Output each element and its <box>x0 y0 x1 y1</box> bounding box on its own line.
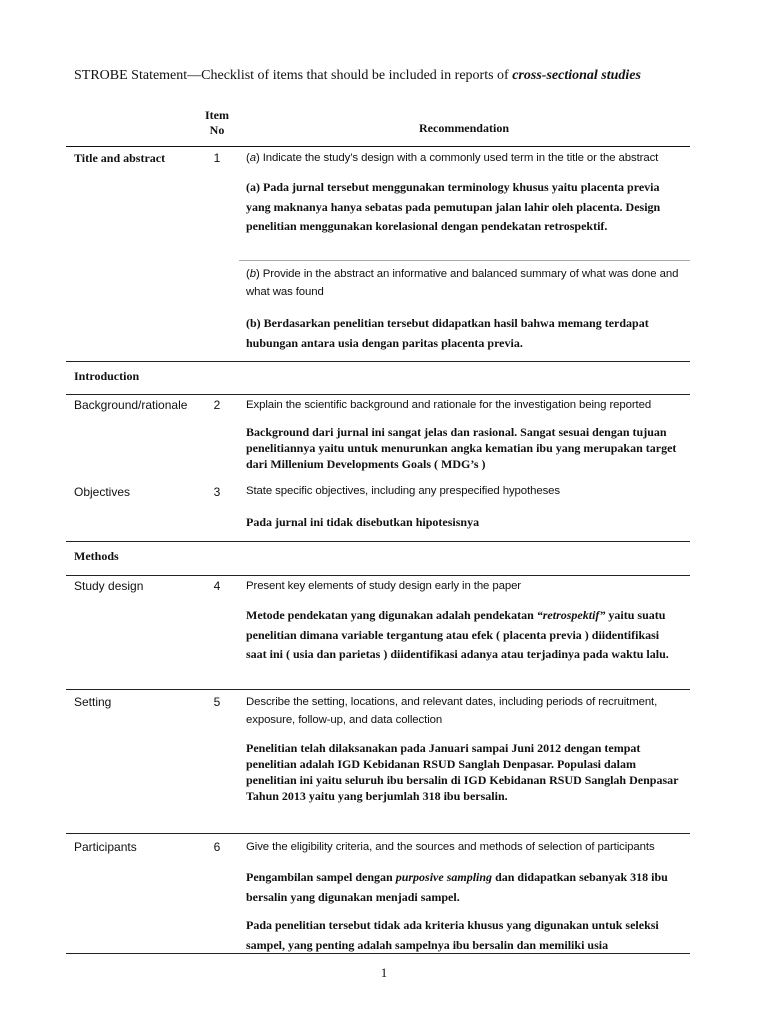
answer-1a: (a) Pada jurnal tersebut menggunakan terminology khusus yaitu placenta previa yang maknanya hanya sebatas pada pemutupan jalan lahir oleh placenta. Design penelitian menggunakan korelasional dengan pendekatan retrospektif. <box>246 180 661 233</box>
rec-1a-text: ) Indicate the study’s design with a commonly used term in the title or the abstract <box>255 152 659 164</box>
row-divider <box>66 394 690 395</box>
answer-4-part1: Metode pendekatan yang digunakan adalah pendekatan <box>246 608 537 622</box>
rec-1b-letter: b <box>249 268 256 280</box>
answer-3: Pada jurnal ini tidak disebutkan hipotesisnya <box>246 515 480 529</box>
rec-1b <box>246 265 686 301</box>
answer-6-part2: dan didapatkan sebanyak 318 ibu bersalin yang digunakan menjadi sampel. <box>246 870 668 904</box>
title-emphasis: cross-sectional studies <box>512 68 641 83</box>
answer-6-sampling <box>246 867 682 907</box>
item-header-line2: No <box>209 123 225 137</box>
item-number-4: 4 <box>213 579 221 593</box>
document-title <box>74 68 641 84</box>
answer-4-italic: “retrospektif” <box>536 608 606 622</box>
answer-2: Background dari jurnal ini sangat jelas dan rasional. Sangat sesuai dengan tujuan penelitiannya yaitu untuk menurunkan angka kematian ibu yang merupakan target dari Millenium Developments Goals ( MDG’s ) <box>246 425 677 471</box>
row-divider <box>66 541 690 542</box>
title-text: STROBE Statement—Checklist of items that should be included in reports of <box>74 68 513 83</box>
answer-4 <box>246 606 682 665</box>
row-divider <box>66 833 690 834</box>
answer-6-criteria: Pada penelitian tersebut tidak ada kriteria khusus yang digunakan untuk seleksi sampel, yang penting adalah sampelnya ibu bersalin dan memiliki usia <box>246 918 659 952</box>
section-methods: Methods <box>74 549 119 563</box>
answer-6-italic: purposive sampling <box>395 870 493 884</box>
rec-3: State specific objectives, including any prespecified hypotheses <box>246 485 560 497</box>
rec-2: Explain the scientific background and rationale for the investigation being reported <box>246 399 652 411</box>
row-label-setting: Setting <box>74 695 112 709</box>
answer-4-part2: yaitu suatu penelitian dimana variable tergantung atau efek ( placenta previa ) diidentifikasi saat ini ( usia dan parietas ) diidentifikasi adanya atau terjadinya pada waktu lalu. <box>246 608 669 661</box>
row-label-objectives: Objectives <box>74 485 131 499</box>
rec-1b-prefix: ( <box>246 268 250 280</box>
rec-4: Present key elements of study design early in the paper <box>246 580 521 592</box>
rec-1a-letter: a <box>249 152 256 164</box>
item-number-6: 6 <box>213 840 221 854</box>
item-no-header <box>196 108 238 138</box>
row-label-study-design: Study design <box>74 579 144 593</box>
item-number-5: 5 <box>213 695 221 709</box>
row-label-title-abstract: Title and abstract <box>74 151 166 165</box>
rec-1a-prefix: ( <box>246 152 250 164</box>
answer-6-part1: Pengambilan sampel dengan <box>246 870 396 884</box>
answer-1b: (b) Berdasarkan penelitian tersebut didapatkan hasil bahwa memang terdapat hubungan antara usia dengan paritas placenta previa. <box>246 316 649 350</box>
item-number-1: 1 <box>213 151 221 165</box>
section-introduction: Introduction <box>74 369 140 383</box>
item-number-2: 2 <box>213 398 221 412</box>
row-divider <box>66 575 690 576</box>
table-bottom-rule <box>66 953 690 954</box>
recommendation-header: Recommendation <box>419 121 509 135</box>
row-divider <box>66 361 690 362</box>
rec-1a <box>246 149 686 167</box>
answer-5: Penelitian telah dilaksanakan pada Januari sampai Juni 2012 dengan tempat penelitian adalah IGD Kebidanan RSUD Sanglah Denpasar. Populasi dalam penelitian ini yaitu seluruh ibu bersalin di IGD Kebidanan RSUD Sanglah Denpasar Tahun 2013 yaitu yang berjumlah 318 ibu bersalin. <box>246 741 679 803</box>
item-header-line1: Item <box>205 108 229 122</box>
rec-6: Give the eligibility criteria, and the sources and methods of selection of participants <box>246 841 655 853</box>
page-number: 1 <box>380 965 388 980</box>
row-label-background: Background/rationale <box>74 398 188 412</box>
header-rule <box>66 146 690 147</box>
subrow-divider <box>239 260 690 261</box>
rec-5: Describe the setting, locations, and relevant dates, including periods of recruitment, exposure, follow-up, and data collection <box>246 696 658 726</box>
row-label-participants: Participants <box>74 840 137 854</box>
row-divider <box>66 689 690 690</box>
rec-1b-text: ) Provide in the abstract an informative and balanced summary of what was done and what was found <box>246 268 679 298</box>
item-number-3: 3 <box>213 485 221 499</box>
